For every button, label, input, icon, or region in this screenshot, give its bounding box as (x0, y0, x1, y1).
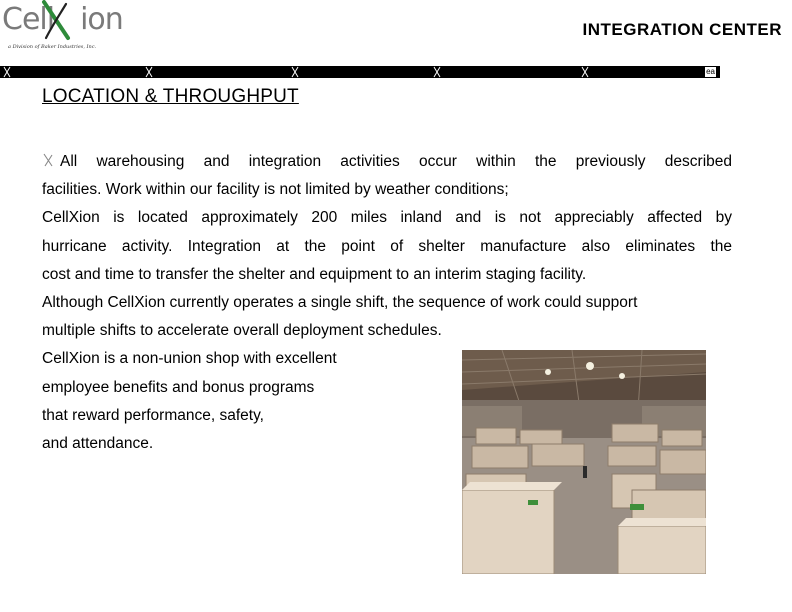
band-mark: ea (706, 67, 715, 76)
body-line: All warehousing and integration activities occur within the previously described (42, 148, 732, 176)
body-line: cost and time to transfer the shelter and equipment to an interim staging facility. (42, 265, 587, 283)
x-mark-icon (290, 66, 300, 78)
body-line: CellXion is a non-union shop with excellent (42, 350, 337, 368)
body-line: and attendance. (42, 435, 154, 453)
x-mark-icon (580, 66, 590, 78)
x-mark-icon (144, 66, 154, 78)
x-mark-icon (42, 153, 54, 167)
body-line: facilities. Work within our facility is not limited by weather conditions; (42, 181, 509, 199)
body-line: hurricane activity. Integration at the point of shelter manufacture also eliminates the (42, 237, 732, 255)
x-mark-icon (2, 66, 12, 78)
warehouse-photo (462, 350, 706, 574)
logo-tagline: a Division of Baker Industries, Inc. (8, 44, 97, 50)
body-line: employee benefits and bonus programs (42, 378, 315, 396)
logo-wordmark: Cell ion (2, 2, 123, 37)
section-title: LOCATION & THROUGHPUT (42, 86, 299, 107)
body-line: that reward performance, safety, (42, 406, 264, 424)
body-line: CellXion is located approximately 200 miles inland and is not appreciably affected by (42, 209, 732, 227)
logo-x-mark-icon (38, 0, 74, 42)
x-mark-icon (432, 66, 442, 78)
cellxion-logo (0, 0, 123, 56)
body-line: Although CellXion currently operates a single shift, the sequence of work could support (42, 294, 638, 312)
body-line: multiple shifts to accelerate overall deployment schedules. (42, 322, 442, 340)
header-band (0, 66, 720, 78)
page-header-title: INTEGRATION CENTER (582, 20, 782, 39)
